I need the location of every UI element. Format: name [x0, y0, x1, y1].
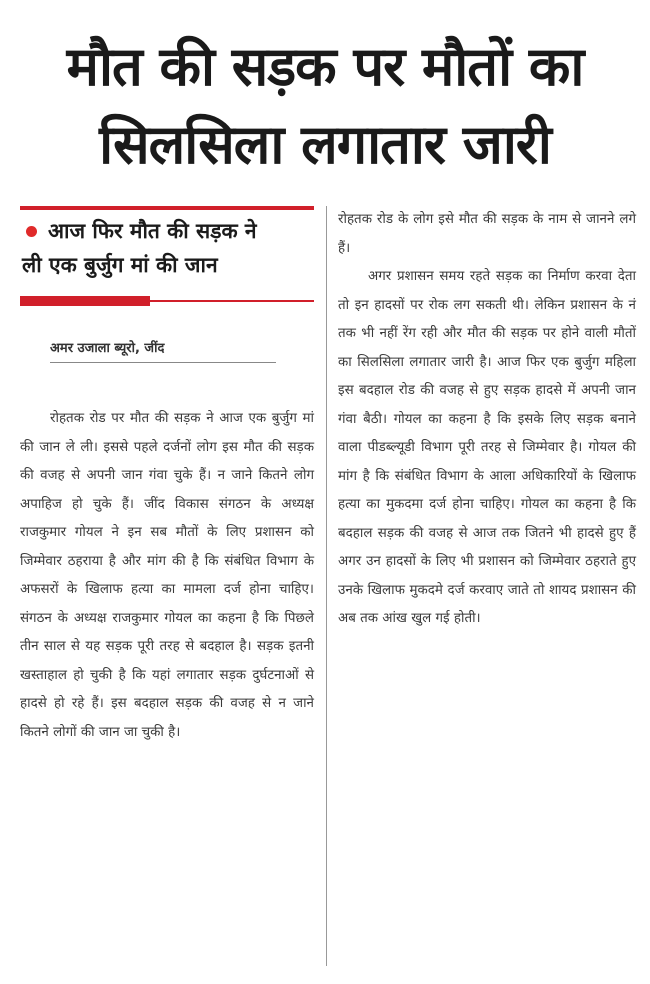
column-divider [326, 206, 327, 966]
highlight-top-rule [20, 206, 314, 210]
highlight-red-rule [20, 300, 314, 302]
right-body-paragraph-1: रोहतक रोड के लोग इसे मौत की सड़क के नाम से जानने लगे हैं। [338, 212, 636, 256]
right-column [338, 206, 636, 634]
right-body-paragraph-2: अगर प्रशासन समय रहते सड़क का निर्माण करवा देता तो इन हादसों पर रोक लग सकती थी। लेकिन प्रशासन के नं तक भी नहीं रेंग रही और मौत की सड़क पर होने वाली मौतों का सिलसिला लगातार जारी है। आज फिर एक बुर्जुग महिला इस बदहाल रोड की वजह से हुए सड़क हादसे में अपनी जान गंवा बैठी। गोयल का कहना है कि इसके लिए सड़क बनाने वाला पीडब्ल्यूडी विभाग पूरी तरह से जिम्मेवार है। गोयल की मांग है कि संबंधित विभाग के आला अधिकारियों के खिलाफ हत्या का मुकदमा दर्ज होना चाहिए। गोयल का कहना है कि बदहाल सड़क की वजह से आज तक जितने भी हादसे हुए हैं अगर उन हादसों के लिए भी प्रशासन को जिम्मेवार ठहराते हुए उनके खिलाफ मुकदमे दर्ज करवाए जाते तो शायद प्रशासन की अब तक आंख खुल गई होती। [338, 269, 636, 626]
headline-line-2: सिलसिला लगातार जारी [99, 113, 551, 176]
article-headline [10, 28, 640, 184]
highlight-box [20, 214, 314, 282]
highlight-line-2: ली एक बुर्जुग मां की जान [22, 253, 218, 277]
left-column [20, 206, 314, 747]
highlight-line-1: आज फिर मौत की सड़क ने [48, 219, 257, 243]
byline: अमर उजाला ब्यूरो, जींद [50, 338, 276, 363]
bullet-icon [26, 226, 37, 237]
left-body-paragraph: रोहतक रोड पर मौत की सड़क ने आज एक बुर्जुग मां की जान ले ली। इससे पहले दर्जनों लोग इस मौत की सड़क की वजह से अपनी जान गंवा चुके हैं। न जाने कितने लोग अपाहिज हो चुके हैं। जींद विकास संगठन के अध्यक्ष राजकुमार गोयल ने इन सब मौतों के लिए प्रशासन को जिम्मेवार ठहराया है और मांग की है कि संबंधित विभाग के अफसरों के खिलाफ हत्या का मामला दर्ज होना चाहिए। संगठन के अध्यक्ष राजकुमार गोयल का कहना है कि पिछले तीन साल से यह सड़क पूरी तरह से बदहाल है। सड़क इतनी खस्ताहाल हो चुकी है कि यहां लगातार सड़क दुर्घटनाओं से हादसे हो रहे हैं। इस बदहाल सड़क की वजह से न जाने कितने लोगों की जान जा चुकी है। [20, 411, 314, 740]
headline-line-1: मौत की सड़क पर मौतों का [66, 35, 584, 98]
